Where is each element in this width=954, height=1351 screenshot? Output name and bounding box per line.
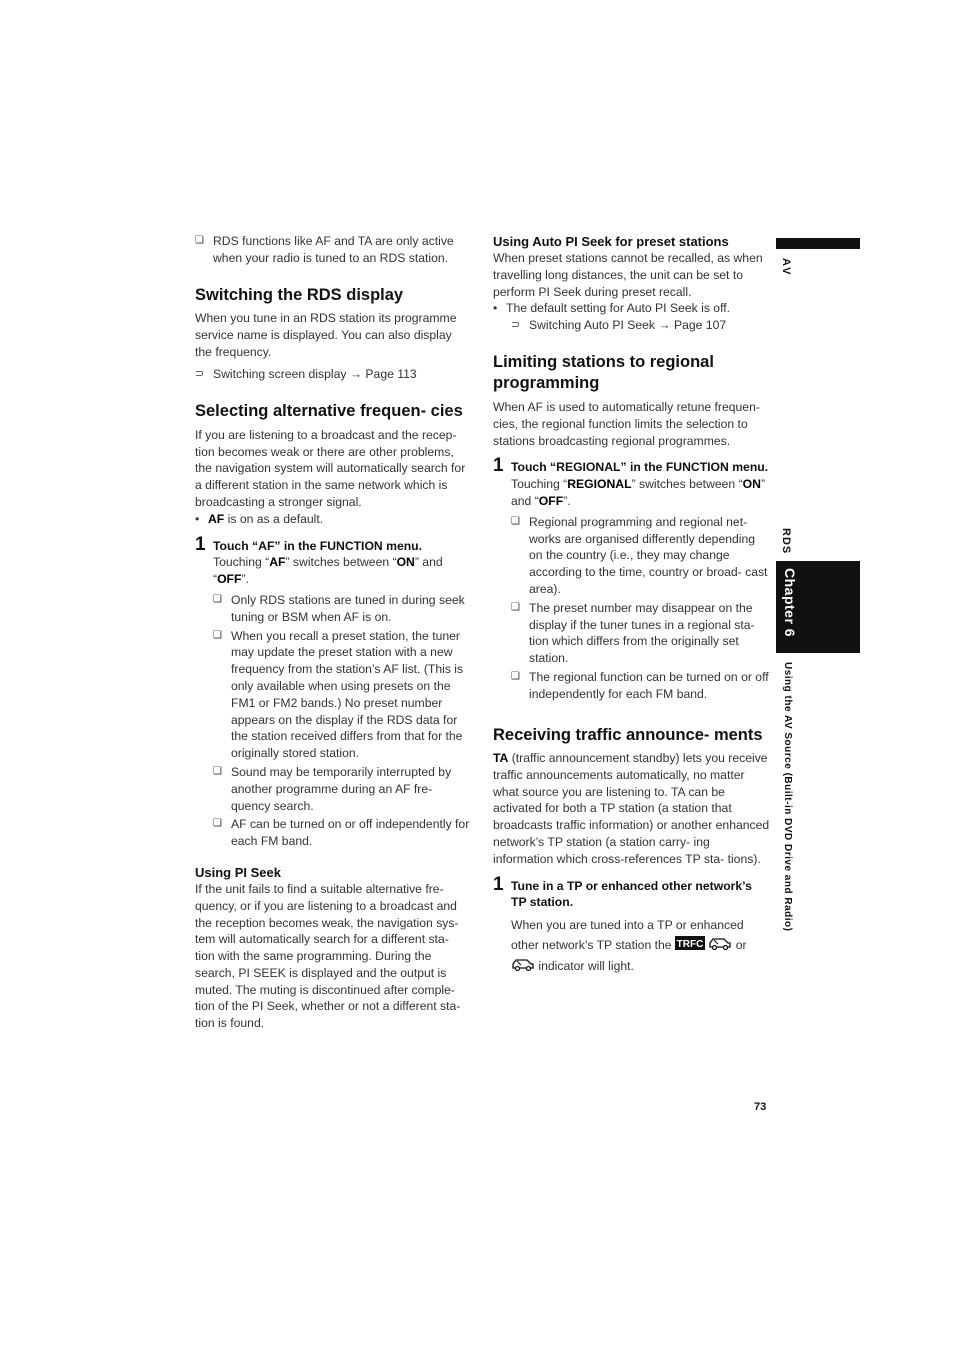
note-rds-functions: ❑ RDS functions like AF and TA are only active when your radio is tuned to an RDS station. [195, 233, 470, 267]
af-default-bullet [195, 511, 470, 528]
step-tp-body: When you are tuned into a TP or enhanced other network’s TP station the TRFC or indicator will light. [511, 915, 770, 977]
step-number: 1 [493, 873, 504, 895]
step-tune-tp [493, 873, 770, 977]
step-reg-title: Touch “REGIONAL” in the FUNCTION menu. [511, 460, 769, 475]
af-bold: AF [208, 511, 225, 526]
side-tab-bar [776, 238, 860, 249]
af-note: ❑ AF can be turned on or off independently for each FM band. [213, 816, 470, 850]
reg-note: ❑ The regional function can be turned on or off independently for each FM band. [511, 669, 770, 703]
chapter-label: Chapter 6 [782, 568, 798, 638]
step-af-title: Touch “AF” in the FUNCTION menu. [213, 538, 423, 553]
side-label-rds: RDS [780, 528, 792, 555]
step-touch-af [195, 533, 470, 850]
left-column [195, 233, 470, 1032]
pi-seek-body: If the unit fails to find a suitable alternative fre- quency, or if you are listening to a broadcast and the reception becomes weak, the navigation sys- tem will automatically search for a different sta- tion with the same programming. During the search, PI SEEK is displayed and the output is muted. The muting is discontinued after comple- tion of the PI Seek, whether or not a different sta- tion is found. [195, 881, 461, 1031]
switching-body: When you tune in an RDS station its programme service name is displayed. You can also display the frequency. [195, 311, 457, 359]
step-number: 1 [195, 533, 206, 555]
right-column [493, 233, 770, 977]
car-indicator-icon [708, 936, 732, 956]
auto-pi-ref: ⊃ Switching Auto PI Seek → Page 107 [511, 317, 770, 334]
switching-ref: ⊃ Switching screen display → Page 113 [195, 366, 470, 383]
heading-switching-rds-display: Switching the RDS display [195, 285, 404, 304]
limiting-body: When AF is used to automatically retune frequen- cies, the regional function limits the selection to stations broadcasting regional programmes. [493, 399, 760, 448]
heading-auto-pi-seek: Using Auto PI Seek for preset stations [493, 234, 729, 249]
heading-using-pi-seek: Using PI Seek [195, 864, 281, 880]
page-number: 73 [754, 1101, 767, 1113]
step-number: 1 [493, 455, 504, 477]
heading-limiting-stations: Limiting stations to regional programming [493, 352, 714, 393]
auto-pi-body: When preset stations cannot be recalled, as when travelling long distances, the unit can be set to perform PI Seek during preset recall. [493, 251, 763, 299]
heading-traffic-announcements: Receiving traffic announce- ments [493, 725, 763, 744]
trfc-indicator-icon [675, 936, 705, 956]
car-indicator-icon [511, 957, 535, 977]
step-af-body: Touching “AF” switches between “ON” and “OFF”. [213, 555, 443, 587]
step-reg-body: Touching “REGIONAL” switches between “ON” and “OFF”. [511, 477, 765, 508]
selecting-body: If you are listening to a broadcast and the recep- tion becomes weak or there are other problems, the navigation system will automatically search for a different station in the same network which is broadcasting a stronger signal. [195, 427, 466, 509]
af-note: ❑ Only RDS stations are tuned in during seek tuning or BSM when AF is on. [213, 592, 470, 626]
side-label-av: AV [780, 258, 792, 277]
af-note: ❑ Sound may be temporarily interrupted by another programme during an AF fre- quency search. [213, 764, 470, 814]
side-section-title: Using the AV Source (Built-in DVD Drive and Radio) [782, 662, 793, 932]
traffic-body: TA (traffic announcement standby) lets you receive traffic announcements automatically, no matter what source you are listening to. TA can be activated for both a TP station (a station that broadcasts traffic information) or another enhanced network’s TP station (a station carry- ing information which cross-references TP sta- tions). [493, 751, 770, 866]
auto-pi-bullet: • The default setting for Auto PI Seek is off. [493, 300, 770, 317]
reg-note: ❑ The preset number may disappear on the display if the tuner tunes in a regional sta- tion which differs from the originally set station. [511, 600, 770, 667]
step-tp-title: Tune in a TP or enhanced other network’s TP station. [511, 878, 752, 910]
step-touch-regional [493, 455, 770, 702]
af-note: ❑ When you recall a preset station, the tuner may update the preset station with a new frequency from the station’s AF list. (This is only available when using presets on the FM1 or FM2 bands.) No preset number appears on the display if the RDS data for the station received differs from that for the originally stored station. [213, 628, 470, 762]
heading-selecting-alt-freq: Selecting alternative frequen- cies [195, 402, 463, 421]
af-default-text: is on as a default. [224, 511, 324, 526]
svg-text:TRFC: TRFC [676, 938, 704, 950]
reg-note: ❑ Regional programming and regional net- works are organised differently depending on the country (i.e., they may change according to the time, country or broad- cast area). [511, 514, 770, 598]
